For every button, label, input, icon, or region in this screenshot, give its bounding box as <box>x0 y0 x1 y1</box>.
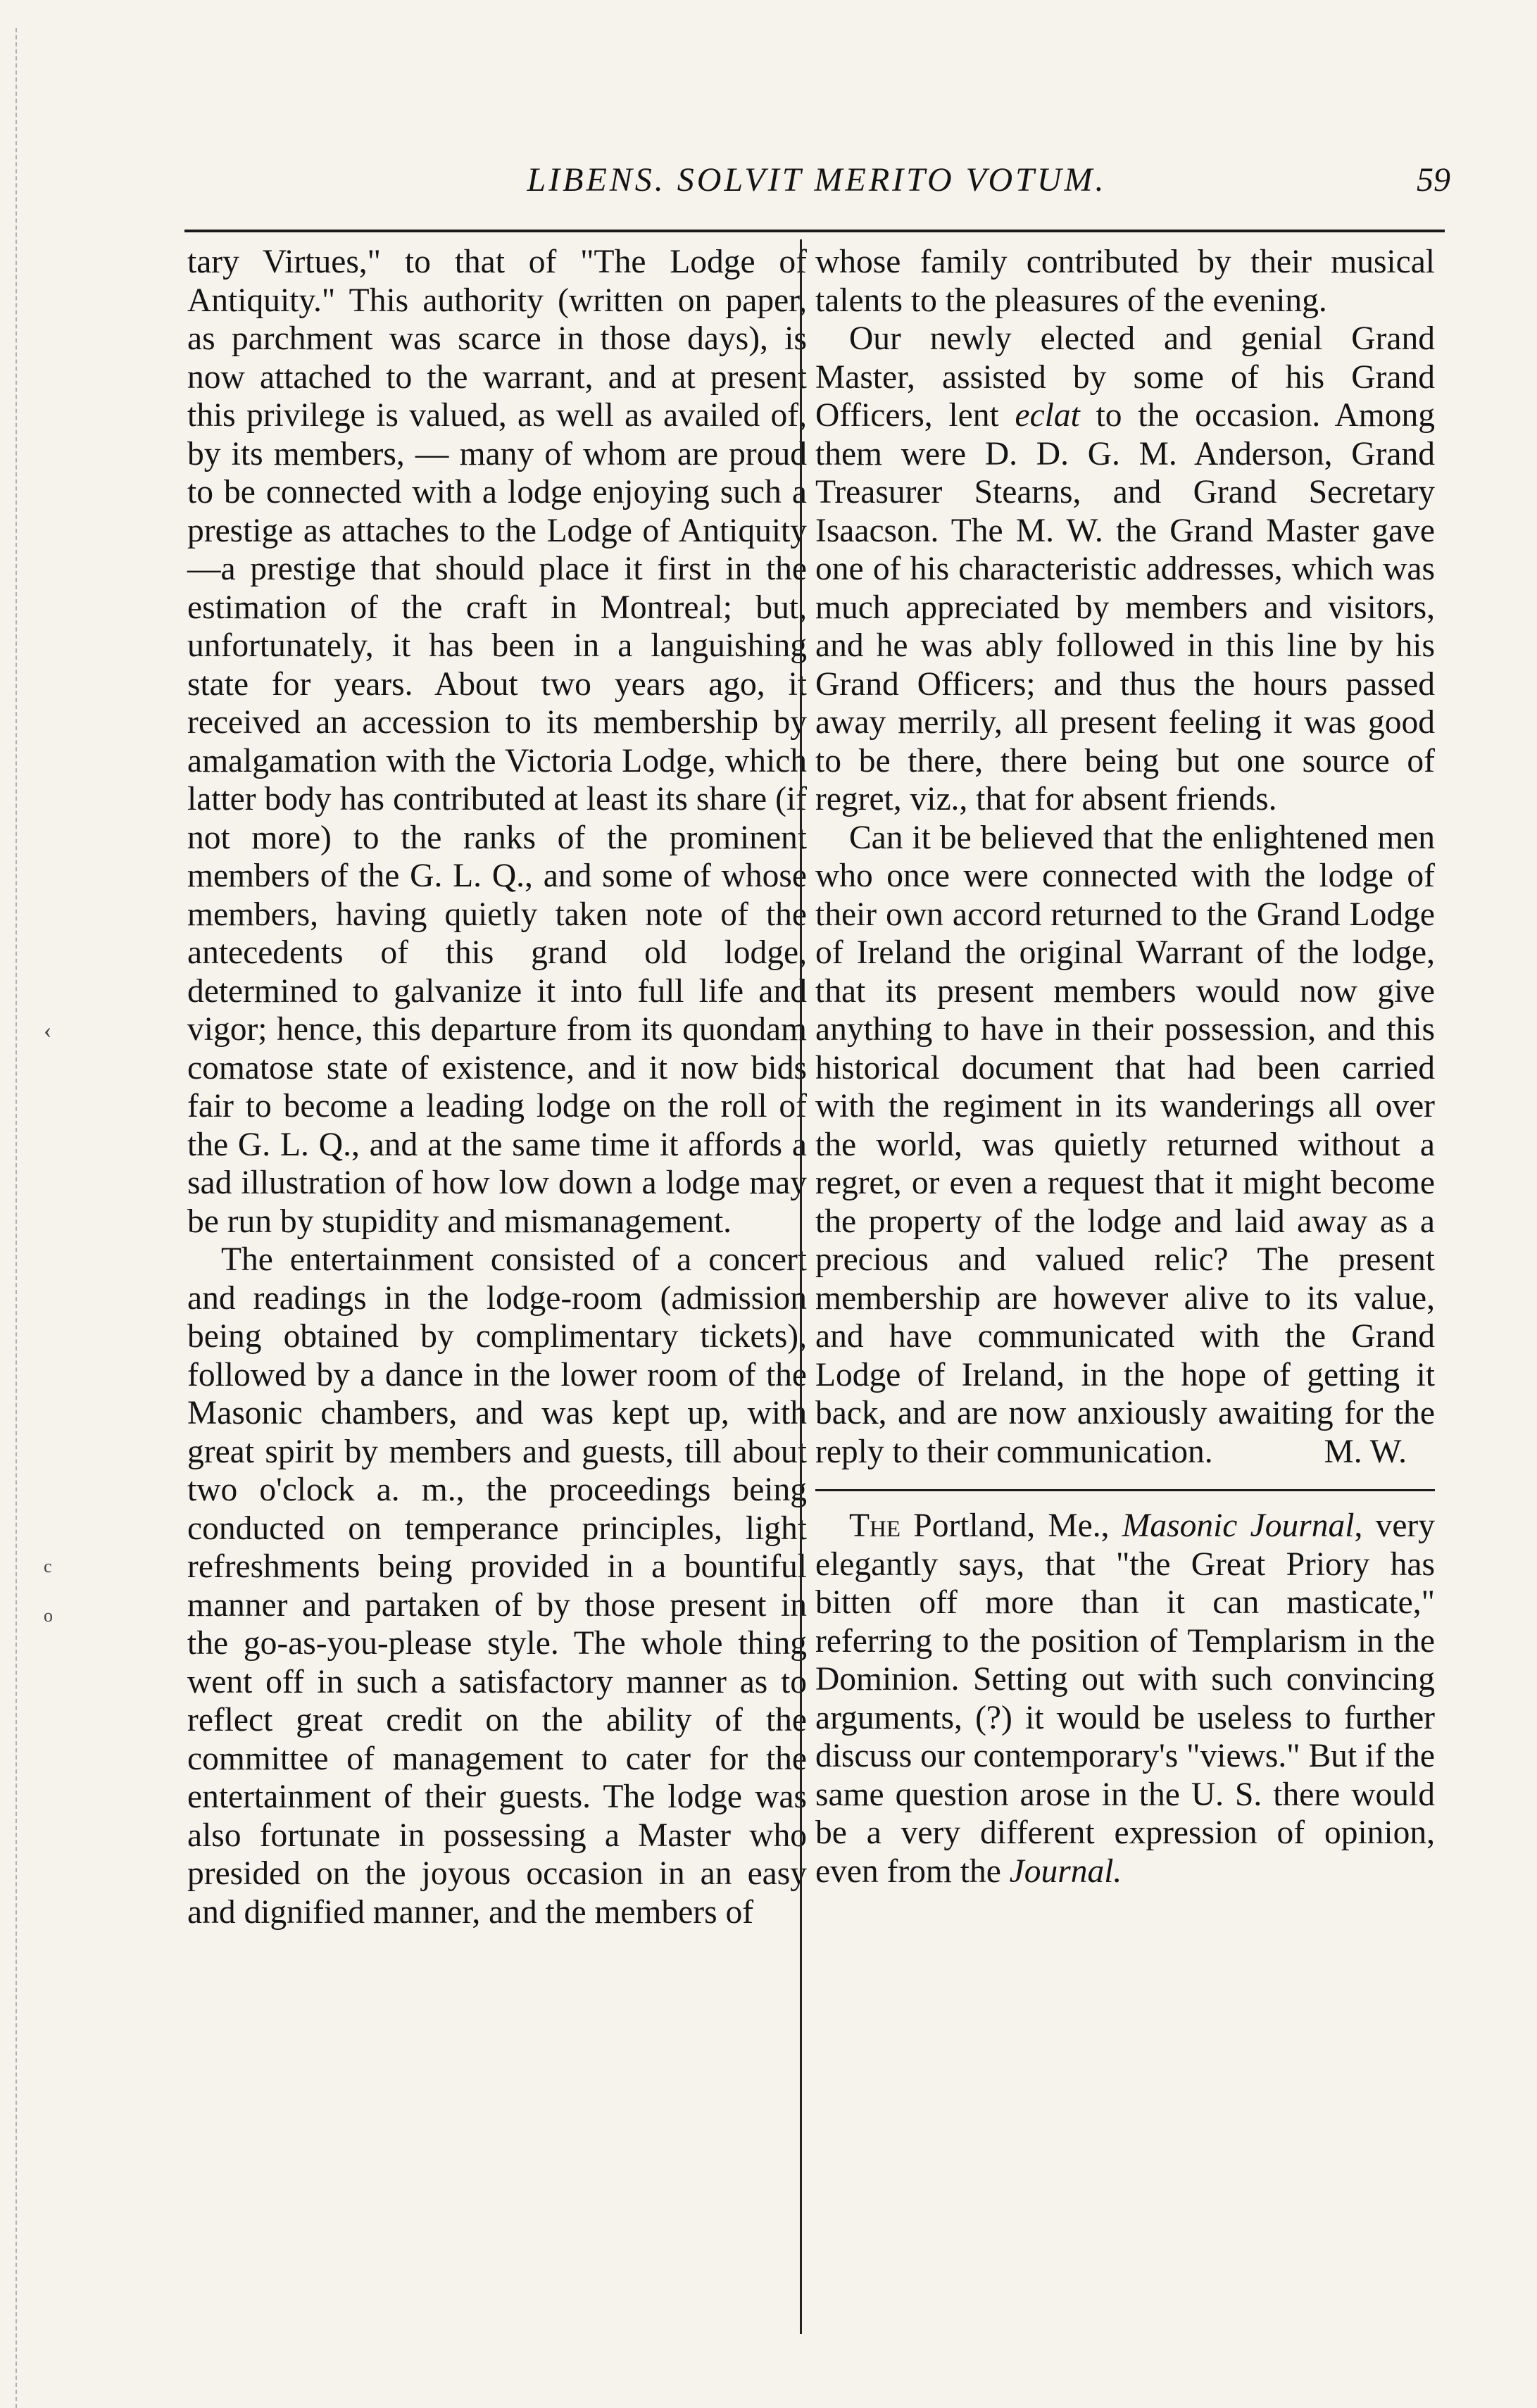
margin-pencil-mark: o <box>44 1605 53 1626</box>
paragraph <box>815 819 1435 1472</box>
section-rule <box>815 1489 1435 1491</box>
paragraph <box>815 1507 1435 1890</box>
italic-title: Masonic Journal <box>1122 1507 1355 1544</box>
paragraph-text: , very elegantly says, that "the Great Priory has bitten off more than it can masticate," referring to the position of Templarism in the Dominion. Setting out with such convincing arguments, (?) it would be useless to further discuss our contemporary's "views." But if the same question arose in the U. S. there would be a very different expression of opinion, even from the <box>815 1507 1436 1890</box>
header-rule <box>184 230 1445 232</box>
paragraph: The entertainment consisted of a concert and readings in the lodge-room (admission being obtained by complimentary tickets), followed by a dance in the lower room of the Masonic chambers, and was kept up, with great spirit by members and guests, till about two o'clock a. m., the proceedings being conducted on temperance principles, light refreshments being provided in a bountiful manner and partaken of by those present in the go-as-you-please style. The whole thing went off in such a satisfactory manner as to reflect great credit on the ability of the committee of management to cater for the entertainment of their guests. The lodge was also fortunate in possessing a Master who presided on the joyous occasion in an easy and dignified manner, and the members of <box>187 1241 807 1931</box>
running-title: LIBENS. SOLVIT MERITO VOTUM. <box>527 161 1107 199</box>
margin-pencil-mark: ‹ <box>44 1017 52 1043</box>
binding-edge-line <box>15 28 17 2408</box>
paragraph-text: to the occasion. Among them were D. D. G. M. Anderson, Grand Treasurer Stearns, and Grand Secretary Isaacson. The M. W. the Grand Master gave one of his characteristic addresses, which was much appreciated by members and visitors, and he was ably followed in this line by his Grand Officers; and thus the hours passed away merrily, all present feeling it was good to be there, there being but one source of regret, viz., that for absent friends. <box>815 397 1435 817</box>
signature: M. W. <box>1324 1433 1407 1470</box>
paragraph-text: Our newly elected and genial Grand Master, assisted by some of his Grand Officers, lent <box>815 320 1435 434</box>
italic-title: Journal. <box>1009 1852 1122 1890</box>
paragraph <box>815 320 1435 819</box>
lead-word: The <box>849 1507 901 1544</box>
paragraph-text: Can it be believed that the enlightened men who once were connected with the lodge of their own accord returned to the Grand Lodge of Ireland the original Warrant of the lodge, that its present members would now give anything to have in their possession, and this historical document that had been carried with the regiment in its wanderings all over the world, was quietly returned without a regret, or even a request that it might become the property of the lodge and laid away as a precious and valued relic? The present membership are however alive to its value, and have communicated with the Grand Lodge of Ireland, in the hope of getting it back, and are now anxiously awaiting for the reply to their communication. <box>815 819 1435 1470</box>
margin-pencil-mark: c <box>44 1556 52 1576</box>
right-column <box>815 243 1435 1890</box>
left-column <box>187 243 807 1931</box>
paragraph: tary Virtues," to that of "The Lodge of Antiquity." This authority (written on paper, as parchment was scarce in those days), is now attached to the warrant, and at present this privilege is valued, as well as availed of, by its members, — many of whom are proud to be connected with a lodge enjoying such a prestige as attaches to the Lodge of Antiquity —a prestige that should place it first in the estimation of the craft in Montreal; but, unfortunately, it has been in a languishing state for years. About two years ago, it received an accession to its membership by amalgamation with the Victoria Lodge, which latter body has contributed at least its share (if not more) to the ranks of the prominent members of the G. L. Q., and some of whose members, having quietly taken note of the antecedents of this grand old lodge, determined to galvanize it into full life and vigor; hence, this departure from its quondam comatose state of existence, and it now bids fair to become a leading lodge on the roll of the G. L. Q., and at the same time it affords a sad illustration of how low down a lodge may be run by stupidity and mismanagement. <box>187 244 807 1240</box>
paragraph-text: Portland, Me., <box>901 1507 1122 1544</box>
column-divider <box>800 239 802 2334</box>
paragraph: whose family contributed by their musical talents to the pleasures of the evening. <box>815 244 1435 319</box>
italic-word: eclat <box>1015 397 1080 434</box>
page-header <box>183 148 1450 218</box>
page-number: 59 <box>1417 161 1450 199</box>
